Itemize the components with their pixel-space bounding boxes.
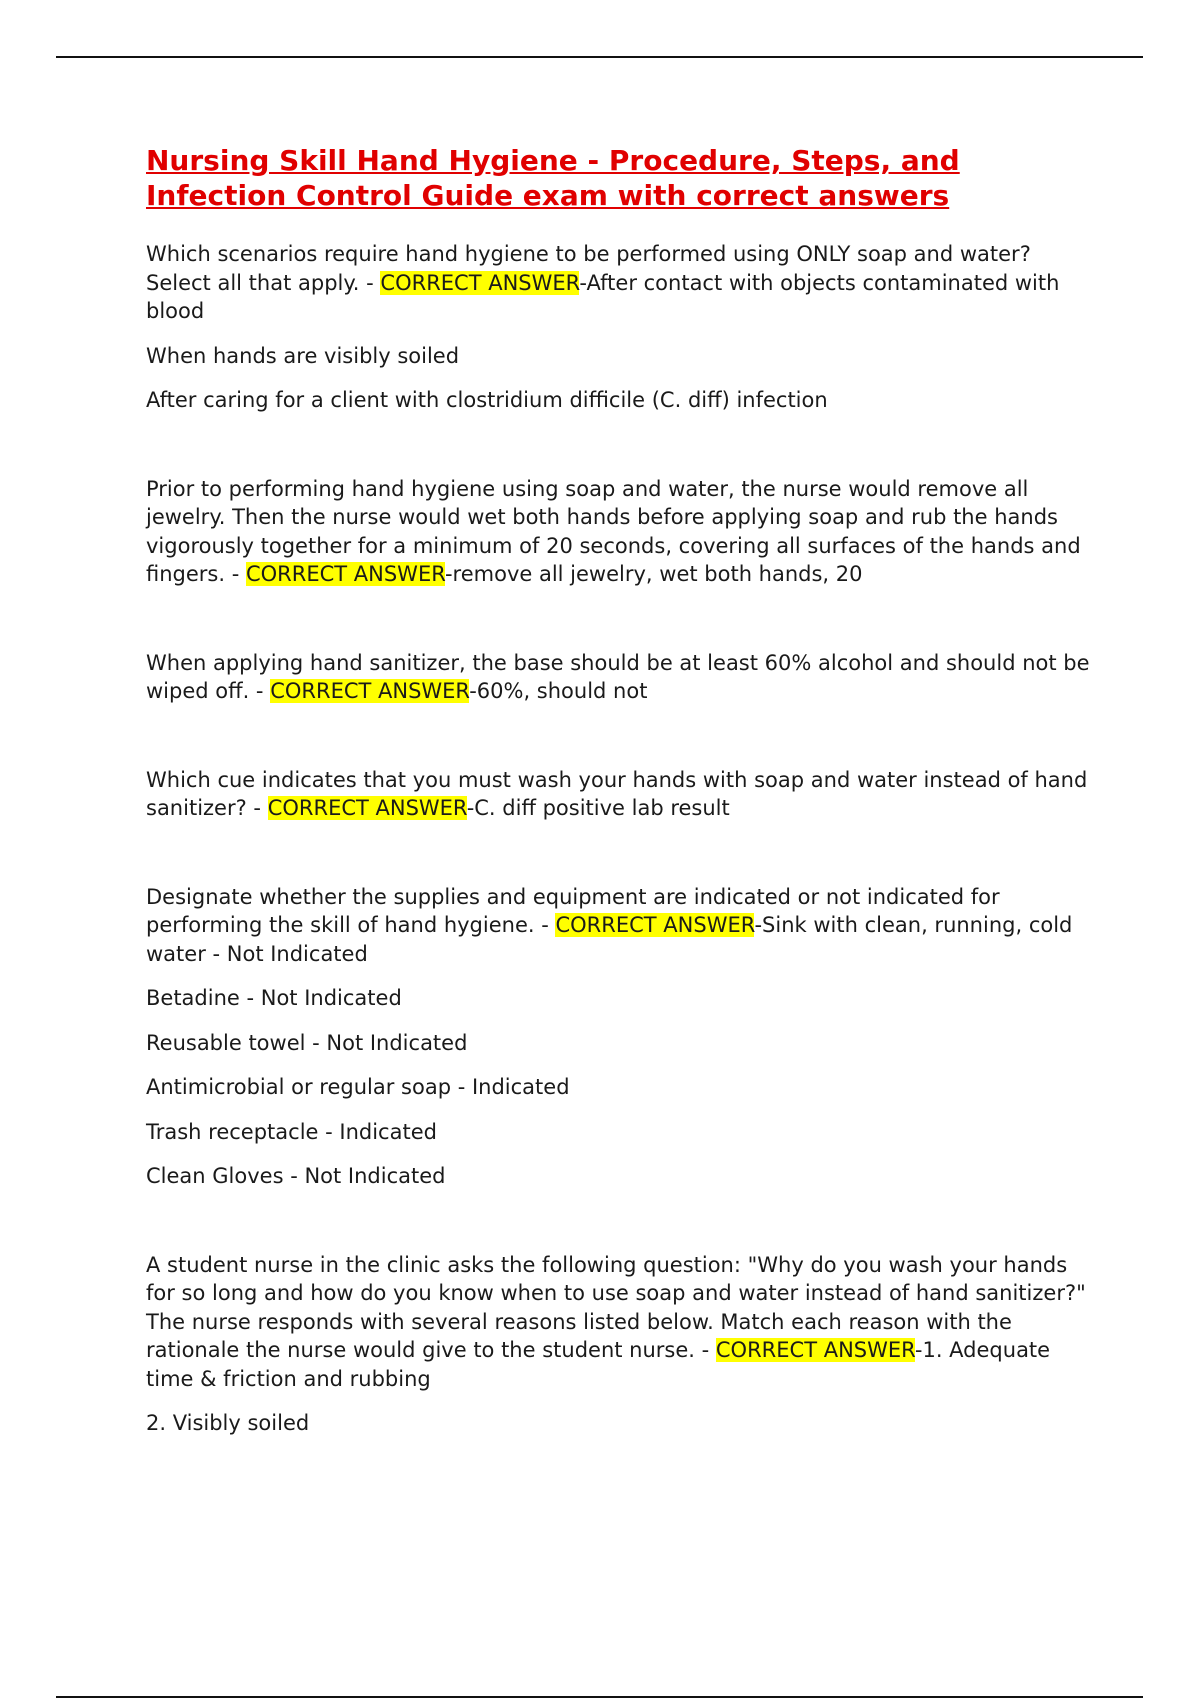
question-3 (146, 649, 1096, 706)
answer-3-text: -60%, should not (469, 679, 648, 703)
answer-6-text: -1. Adequate time & friction and rubbing (146, 1338, 1051, 1391)
answer-5-extra-5: Clean Gloves - Not Indicated (146, 1164, 446, 1188)
answer-5-extra-2: Reusable towel - Not Indicated (146, 1030, 468, 1055)
question-2-text: Prior to performing hand hygiene using soap and water, the nurse would remove all jewelry. Then the nurse would wet both hands before applying soap and rub the hands vigorously together for a minimum of 20 seconds, covering all surfaces of the hands and fingers. - (146, 476, 1081, 586)
correct-answer-label: CORRECT ANSWER (270, 679, 470, 703)
question-5-text: Designate whether the supplies and equipment are indicated or not indicated for performing the skill of hand hygiene. - (146, 884, 1000, 937)
question-3-text: When applying hand sanitizer, the base should be at least 60% alcohol and should not be wiped off. - (146, 650, 1090, 703)
document-title: Nursing Skill Hand Hygiene - Procedure, Steps, and Infection Control Guide exam with correct answers (146, 144, 960, 212)
answer-2-text: -remove all jewelry, wet both hands, 20 (444, 562, 863, 586)
correct-answer-label: CORRECT ANSWER (245, 562, 445, 586)
top-rule (56, 56, 1143, 58)
correct-answer-label: CORRECT ANSWER (555, 913, 755, 937)
answer-6-extra-1: 2. Visibly soiled (146, 1411, 310, 1435)
question-1-text: Which scenarios require hand hygiene to be performed using ONLY soap and water? Select all that apply. - (146, 242, 1031, 295)
answer-5-extra-4: Trash receptacle - Indicated (146, 1119, 437, 1144)
answer-4-text: -C. diff positive lab result (466, 796, 730, 820)
answer-5-extra-1: Betadine - Not Indicated (146, 986, 402, 1010)
correct-answer-label: CORRECT ANSWER (715, 1338, 915, 1362)
correct-answer-label: CORRECT ANSWER (380, 270, 580, 295)
correct-answer-label: CORRECT ANSWER (267, 796, 467, 820)
question-4-text: Which cue indicates that you must wash your hands with soap and water instead of hand sanitizer? - (146, 767, 1088, 820)
answer-1-text: -After contact with objects contaminated with blood (146, 270, 1060, 323)
bottom-rule (56, 1696, 1143, 1698)
answer-5-text: -Sink with clean, running, cold water - Not Indicated (146, 913, 1073, 966)
question-6 (146, 1251, 1096, 1394)
answer-5-extra-3: Antimicrobial or regular soap - Indicated (146, 1075, 570, 1099)
question-2 (146, 475, 1096, 589)
question-6-text: A student nurse in the clinic asks the following question: "Why do you wash your hands for so long and how do you know when to use soap and water instead of hand sanitizer?" The nurse responds with several reasons listed below. Match each reason with the rationale the nurse would give to the student nurse. - (146, 1252, 1086, 1362)
question-1 (146, 240, 1096, 326)
document-body (146, 143, 1096, 1438)
answer-1-extra-1: When hands are visibly soiled (146, 343, 460, 368)
answer-1-extra-2: After caring for a client with clostridium difficile (C. diff) infection (146, 388, 828, 412)
question-4 (146, 766, 1096, 823)
question-5 (146, 883, 1096, 969)
